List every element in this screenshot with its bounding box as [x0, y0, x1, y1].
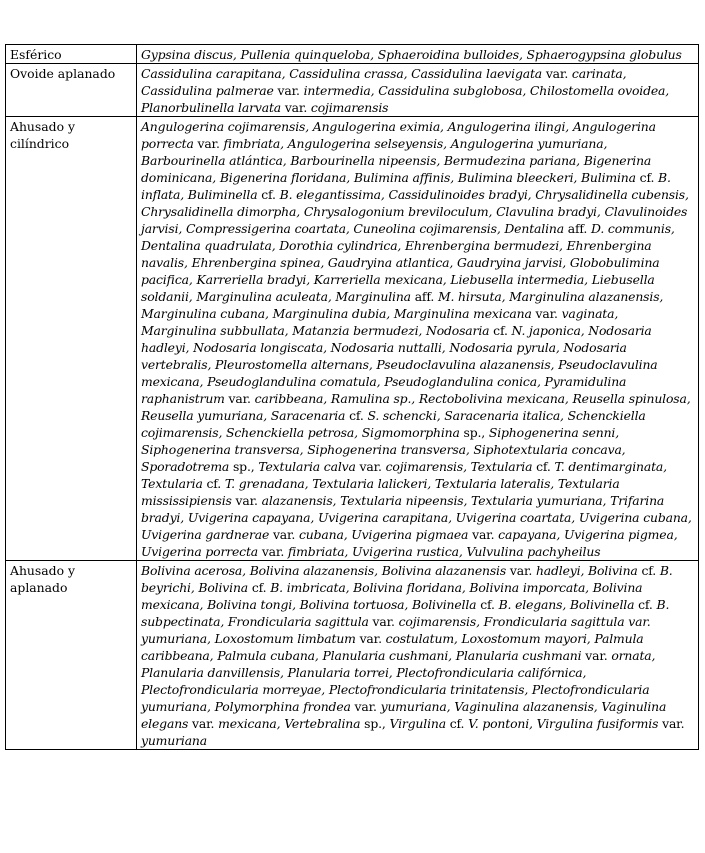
qualifier-text: var.: [535, 306, 562, 321]
species-text: S. schencki, Saracenaria italica, Schenckiella cojimarensis, Schenckiella petrosa, Sigmomorphina: [141, 408, 646, 440]
species-text: T. grenadana, Textularia lalickeri, Textularia lateralis, Textularia mississipiensis: [141, 476, 620, 508]
species-text: B. imbricata, Bolivina floridana, Bolivina imporcata, Bolivina mexicana, Bolivina tongi, Bolivina tortuosa, Bolivinella: [141, 580, 643, 612]
species-text: Siphogenerina senni, Siphogenerina transversa, Siphogenerina transversa, Siphotextularia concava, Sporadotrema: [141, 425, 626, 474]
species-text: capayana, Uvigerina pigmea, Uvigerina porrecta: [141, 527, 678, 559]
qualifier-text: var.: [228, 391, 255, 406]
species-text: cojimarensis, Frondicularia sagittula var. yumuriana, Loxostomum limbatum: [141, 614, 651, 646]
shape-cell: Ovoide aplanado: [6, 64, 137, 117]
species-text: V. pontoni, Virgulina fusiformis: [468, 716, 663, 731]
species-text: B. beyrichi, Bolivina: [141, 563, 673, 595]
qualifier-text: cf.: [206, 476, 225, 491]
qualifier-text: var.: [662, 716, 685, 731]
species-text: yumuriana: [141, 733, 207, 748]
species-text: B. elegantissima, Cassidulinoides bradyi, Chrysalidinella cubensis, Chrysalidinella dimorpha, Chrysalogonium breviloculum, Clavulina bradyi, Clavulinoides jarvisi, Compressigerina coartata, Cuneolina cojimarensis, Dentalina: [141, 187, 689, 236]
species-text: T. dentimarginata, Textularia: [141, 459, 667, 491]
table-body: [6, 45, 699, 750]
shape-cell: Ahusado y cilíndrico: [6, 117, 137, 561]
qualifier-text: sp.,: [364, 716, 390, 731]
qualifier-text: var.: [277, 83, 304, 98]
shape-cell: Esférico: [6, 45, 137, 64]
table-row: [6, 45, 699, 64]
species-text: hadleyi, Bolivina: [535, 563, 642, 578]
species-text: vaginata, Marginulina subbullata, Matanzia bermudezi, Nodosaria: [141, 306, 619, 338]
species-text: Angulogerina cojimarensis, Angulogerina eximia, Angulogerina ilingi, Angulogerina porrecta: [141, 119, 656, 151]
species-shape-table: [5, 44, 699, 750]
qualifier-text: var.: [359, 631, 386, 646]
species-text: fimbriata, Uvigerina rustica, Vulvulina pachyheilus: [287, 544, 601, 559]
species-text: cojimarensis, Textularia: [385, 459, 537, 474]
species-text: Bolivina acerosa, Bolivina alazanensis, Bolivina alazanensis: [141, 563, 510, 578]
species-text: cubana, Uvigerina pigmaea: [299, 527, 473, 542]
species-text: D. communis, Dentalina quadrulata, Dorothia cylindrica, Ehrenbergina bermudezi, Ehrenbergina navalis, Ehrenbergina spinea, Gaudryina atlantica, Gaudryina jarvisi, Globobulimina pacifica, Karreriella bradyi, Karreriella mexicana, Liebusella intermedia, Liebusella soldanii, Marginulina aculeata, Marginulina: [141, 221, 675, 304]
qualifier-text: cf.: [641, 563, 660, 578]
qualifier-text: var.: [359, 459, 386, 474]
qualifier-text: var.: [284, 100, 311, 115]
species-text: yumuriana, Vaginulina alazanensis, Vaginulina elegans: [141, 699, 667, 731]
qualifier-text: var.: [192, 716, 219, 731]
qualifier-text: cf.: [261, 187, 280, 202]
qualifier-text: var.: [545, 66, 572, 81]
qualifier-text: cf.: [493, 323, 512, 338]
qualifier-text: cf.: [536, 459, 555, 474]
qualifier-text: var.: [261, 544, 288, 559]
qualifier-text: cf.: [449, 716, 469, 731]
species-text: costulatum, Loxostomum mayori, Palmula caribbeana, Palmula cubana, Planularia cushmani, Planularia cushmani: [141, 631, 644, 663]
qualifier-text: sp.,: [463, 425, 489, 440]
qualifier-text: var.: [472, 527, 499, 542]
table-row: [6, 561, 699, 750]
table-row: [6, 64, 699, 117]
species-text: alazanensis, Textularia nipeensis, Textularia yumuriana, Trifarina bradyi, Uvigerina capayana, Uvigerina carapitana, Uvigerina coartata, Uvigerina cubana, Uvigerina gardnerae: [141, 493, 692, 542]
species-list-cell: [137, 64, 699, 117]
qualifier-text: cf.: [349, 408, 368, 423]
species-text: fimbriata, Angulogerina selseyensis, Angulogerina yumuriana, Barbourinella atlántica, Barbourinella nipeensis, Bermudezina pariana, Bigenerina dominicana, Bigenerina floridana, Bulimina affinis, Bulimina bleeckeri, Bulimina: [141, 136, 652, 185]
qualifier-text: aff.: [414, 289, 438, 304]
species-text: mexicana, Vertebralina: [218, 716, 365, 731]
species-text: ornata, Planularia danvillensis, Planularia torrei, Plectofrondicularia califórnica, Plectofrondicularia morreyae, Plectofrondicularia trinitatensis, Plectofrondicularia yumuriana, Polymorphina frondea: [141, 648, 656, 714]
species-list-cell: [137, 45, 699, 64]
species-text: B. elegans, Bolivinella: [498, 597, 639, 612]
species-text: cojimarensis: [310, 100, 389, 115]
species-list-cell: [137, 117, 699, 561]
species-text: N. japonica, Nodosaria hadleyi, Nodosaria longiscata, Nodosaria nuttalli, Nodosaria pyrula, Nodosaria vertebralis, Pleurostomella alternans, Pseudoclavulina alazanensis, Pseudoclavulina mexicana, Pseudoglandulina comatula, Pseudoglandulina conica, Pyramidulina raphanistrum: [141, 323, 658, 406]
qualifier-text: var.: [197, 136, 224, 151]
qualifier-text: cf.: [639, 170, 659, 185]
qualifier-text: aff.: [567, 221, 591, 236]
species-text: Virgulina: [389, 716, 450, 731]
qualifier-text: var.: [372, 614, 399, 629]
species-text: Textularia calva: [258, 459, 360, 474]
qualifier-text: sp.,: [232, 459, 259, 474]
shape-cell: Ahusado y aplanado: [6, 561, 137, 750]
qualifier-text: cf.: [251, 580, 271, 595]
qualifier-text: cf.: [480, 597, 499, 612]
qualifier-text: var.: [354, 699, 381, 714]
species-text: Gypsina discus, Pullenia quinqueloba, Sphaeroidina bulloides, Sphaerogypsina globulus: [141, 47, 682, 62]
qualifier-text: var.: [272, 527, 300, 542]
qualifier-text: cf.: [638, 597, 657, 612]
qualifier-text: var.: [509, 563, 536, 578]
species-text: Cassidulina carapitana, Cassidulina crassa, Cassidulina laevigata: [141, 66, 546, 81]
species-text: carinata, Cassidulina palmerae: [141, 66, 627, 98]
species-text: M. hirsuta, Marginulina alazanensis, Marginulina cubana, Marginulina dubia, Marginulina mexicana: [141, 289, 664, 321]
species-text: intermedia, Cassidulina subglobosa, Chilostomella ovoidea, Planorbulinella larvata: [141, 83, 670, 115]
qualifier-text: var.: [585, 648, 612, 663]
species-text: B. inflata, Buliminella: [141, 170, 671, 202]
table-row: [6, 117, 699, 561]
species-text: B. subpectinata, Frondicularia sagittula: [141, 597, 670, 629]
species-list-cell: [137, 561, 699, 750]
species-text: caribbeana, Ramulina sp., Rectobolivina mexicana, Reusella spinulosa, Reusella yumuriana, Saracenaria: [141, 391, 691, 423]
qualifier-text: var.: [235, 493, 262, 508]
